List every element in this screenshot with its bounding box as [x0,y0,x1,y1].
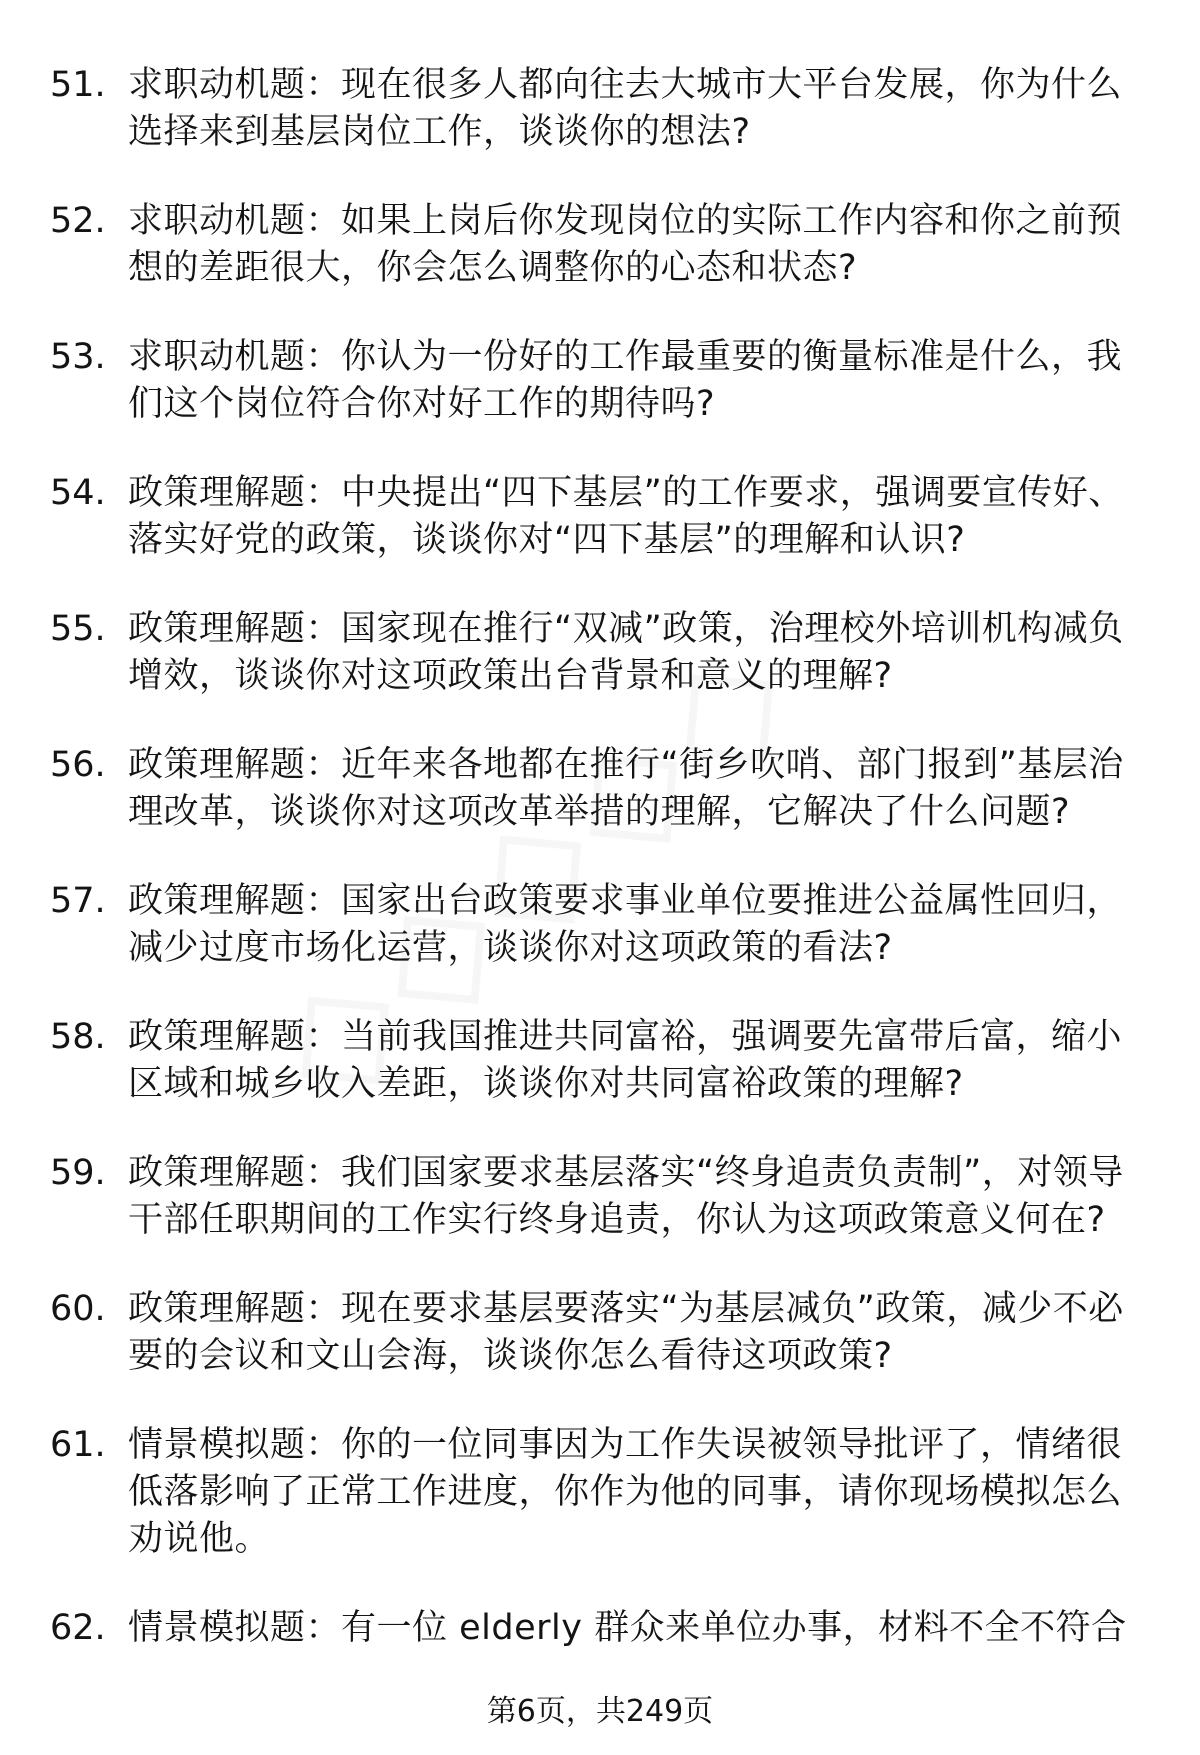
question-number: 54. [50,473,106,513]
question-number: 55. [50,609,106,649]
question-text: 求职动机题：如果上岗后你发现岗位的实际工作内容和你之前预想的差距很大，你会怎么调整你的心态和状态? [128,201,1123,288]
question-text: 政策理解题：国家出台政策要求事业单位要推进公益属性回归，减少过度市场化运营，谈谈你对这项政策的看法? [128,881,1123,968]
question-text: 政策理解题：近年来各地都在推行“街乡吹哨、部门报到”基层治理改革，谈谈你对这项改革举措的理解，它解决了什么问题? [128,745,1124,832]
question-item [50,1422,1150,1563]
page-footer: 第6页，共249页 [486,1694,714,1729]
question-item [50,1605,1150,1652]
question-text: 政策理解题：现在要求基层要落实“为基层减负”政策，减少不必要的会议和文山会海，谈谈你怎么看待这项政策? [128,1289,1124,1376]
question-number: 60. [50,1289,106,1329]
question-text: 政策理解题：国家现在推行“双减”政策，治理校外培训机构减负增效，谈谈你对这项政策出台背景和意义的理解? [128,609,1124,696]
question-number: 53. [50,337,106,377]
question-item [50,1150,1150,1244]
question-text: 情景模拟题：有一位 elderly 群众来单位办事，材料不全不符合 [128,1608,1127,1648]
question-text: 政策理解题：当前我国推进共同富裕，强调要先富带后富，缩小区域和城乡收入差距，谈谈你对共同富裕政策的理解? [128,1017,1123,1104]
question-number: 57. [50,881,106,921]
question-text: 政策理解题：中央提出“四下基层”的工作要求，强调要宣传好、落实好党的政策，谈谈你对“四下基层”的理解和认识? [128,473,1124,560]
question-item [50,742,1150,836]
question-item [50,334,1150,428]
question-number: 59. [50,1153,106,1193]
question-text: 求职动机题：现在很多人都向往去大城市大平台发展，你为什么选择来到基层岗位工作，谈谈你的想法? [128,65,1123,152]
question-text: 情景模拟题：你的一位同事因为工作失误被领导批评了，情绪很低落影响了正常工作进度，你作为他的同事，请你现场模拟怎么劝说他。 [128,1425,1123,1559]
question-item [50,878,1150,972]
question-item [50,606,1150,700]
question-number: 52. [50,201,106,241]
question-item [50,1014,1150,1108]
question-number: 61. [50,1425,106,1465]
question-number: 56. [50,745,106,785]
question-number: 62. [50,1608,106,1648]
question-number: 51. [50,65,106,105]
question-item [50,1286,1150,1380]
question-text: 求职动机题：你认为一份好的工作最重要的衡量标准是什么，我们这个岗位符合你对好工作的期待吗? [128,337,1123,424]
question-item [50,62,1150,156]
question-text: 政策理解题：我们国家要求基层落实“终身追责负责制”，对领导干部任职期间的工作实行终身追责，你认为这项政策意义何在? [128,1153,1124,1240]
question-item [50,198,1150,292]
question-number: 58. [50,1017,106,1057]
question-list [50,62,1150,1694]
question-item [50,470,1150,564]
